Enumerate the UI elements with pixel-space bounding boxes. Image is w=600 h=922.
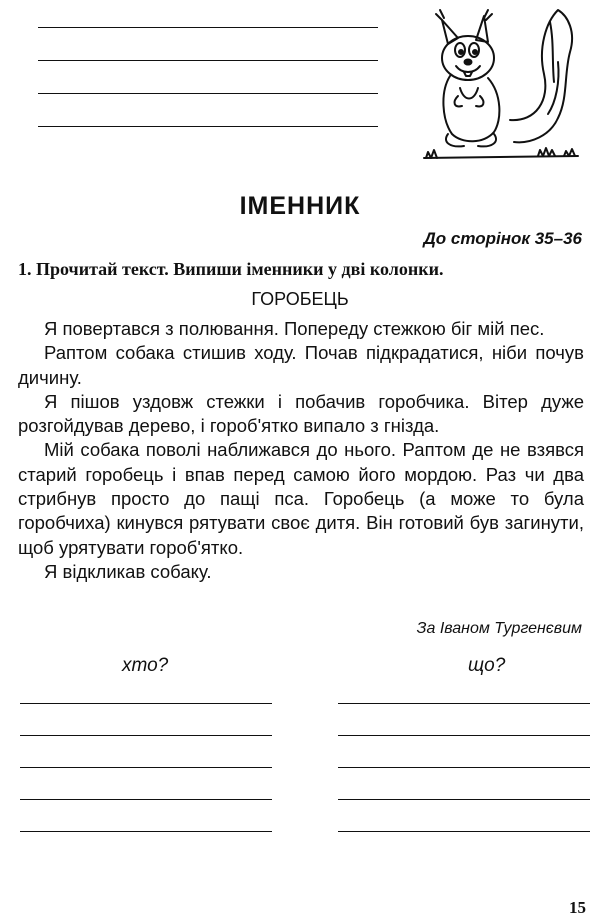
story-paragraph: Я відкликав собаку. — [44, 560, 212, 582]
answer-line-what[interactable] — [338, 831, 590, 832]
answer-line-what[interactable] — [338, 767, 590, 768]
answer-line-who[interactable] — [20, 703, 272, 704]
answer-line-who[interactable] — [20, 767, 272, 768]
story-text — [18, 317, 584, 584]
column-header-who: хто? — [122, 655, 169, 676]
story-paragraph: Я пішов уздовж стежки і побачив горобчика. Вітер дуже розгойдував дерево, і гороб'ятко випало з гнізда. — [18, 390, 584, 437]
answer-line-what[interactable] — [338, 799, 590, 800]
answer-line-who[interactable] — [20, 799, 272, 800]
story-paragraph: Я повертався з полювання. Попереду стежкою біг мій пес. — [44, 318, 545, 339]
section-title: ІМЕННИК — [239, 192, 361, 220]
writing-line — [38, 27, 378, 28]
squirrel-illustration — [418, 2, 588, 172]
story-paragraph: Раптом собака стишив ходу. Почав підкрадатися, ніби почув дичину. — [18, 342, 584, 388]
writing-line — [38, 126, 378, 127]
pages-reference: До сторінок 35–36 — [423, 229, 582, 248]
tail — [510, 10, 572, 142]
answer-line-who[interactable] — [20, 735, 272, 736]
answer-line-what[interactable] — [338, 703, 590, 704]
column-header-what: що? — [468, 655, 506, 676]
answer-line-who[interactable] — [20, 831, 272, 832]
writing-line — [38, 60, 378, 61]
answer-line-what[interactable] — [338, 735, 590, 736]
page-number: 15 — [569, 898, 586, 917]
story-paragraph: Мій собака поволі наближався до нього. Раптом де не взявся старий горобець і впав перед самою його мордою. Раз чи два стрибнув просто до пащі пса. Горобець (а може то була горобчиха) кинувся рятувати своє дитя. Він готовий був загинути, щоб урятувати гороб'ятко. — [18, 439, 584, 558]
task-instruction: 1. Прочитай текст. Випиши іменники у дві колонки. — [18, 259, 444, 279]
writing-line — [38, 93, 378, 94]
author-attribution: За Іваном Тургенєвим — [416, 620, 582, 637]
story-title: ГОРОБЕЦЬ — [251, 289, 349, 309]
